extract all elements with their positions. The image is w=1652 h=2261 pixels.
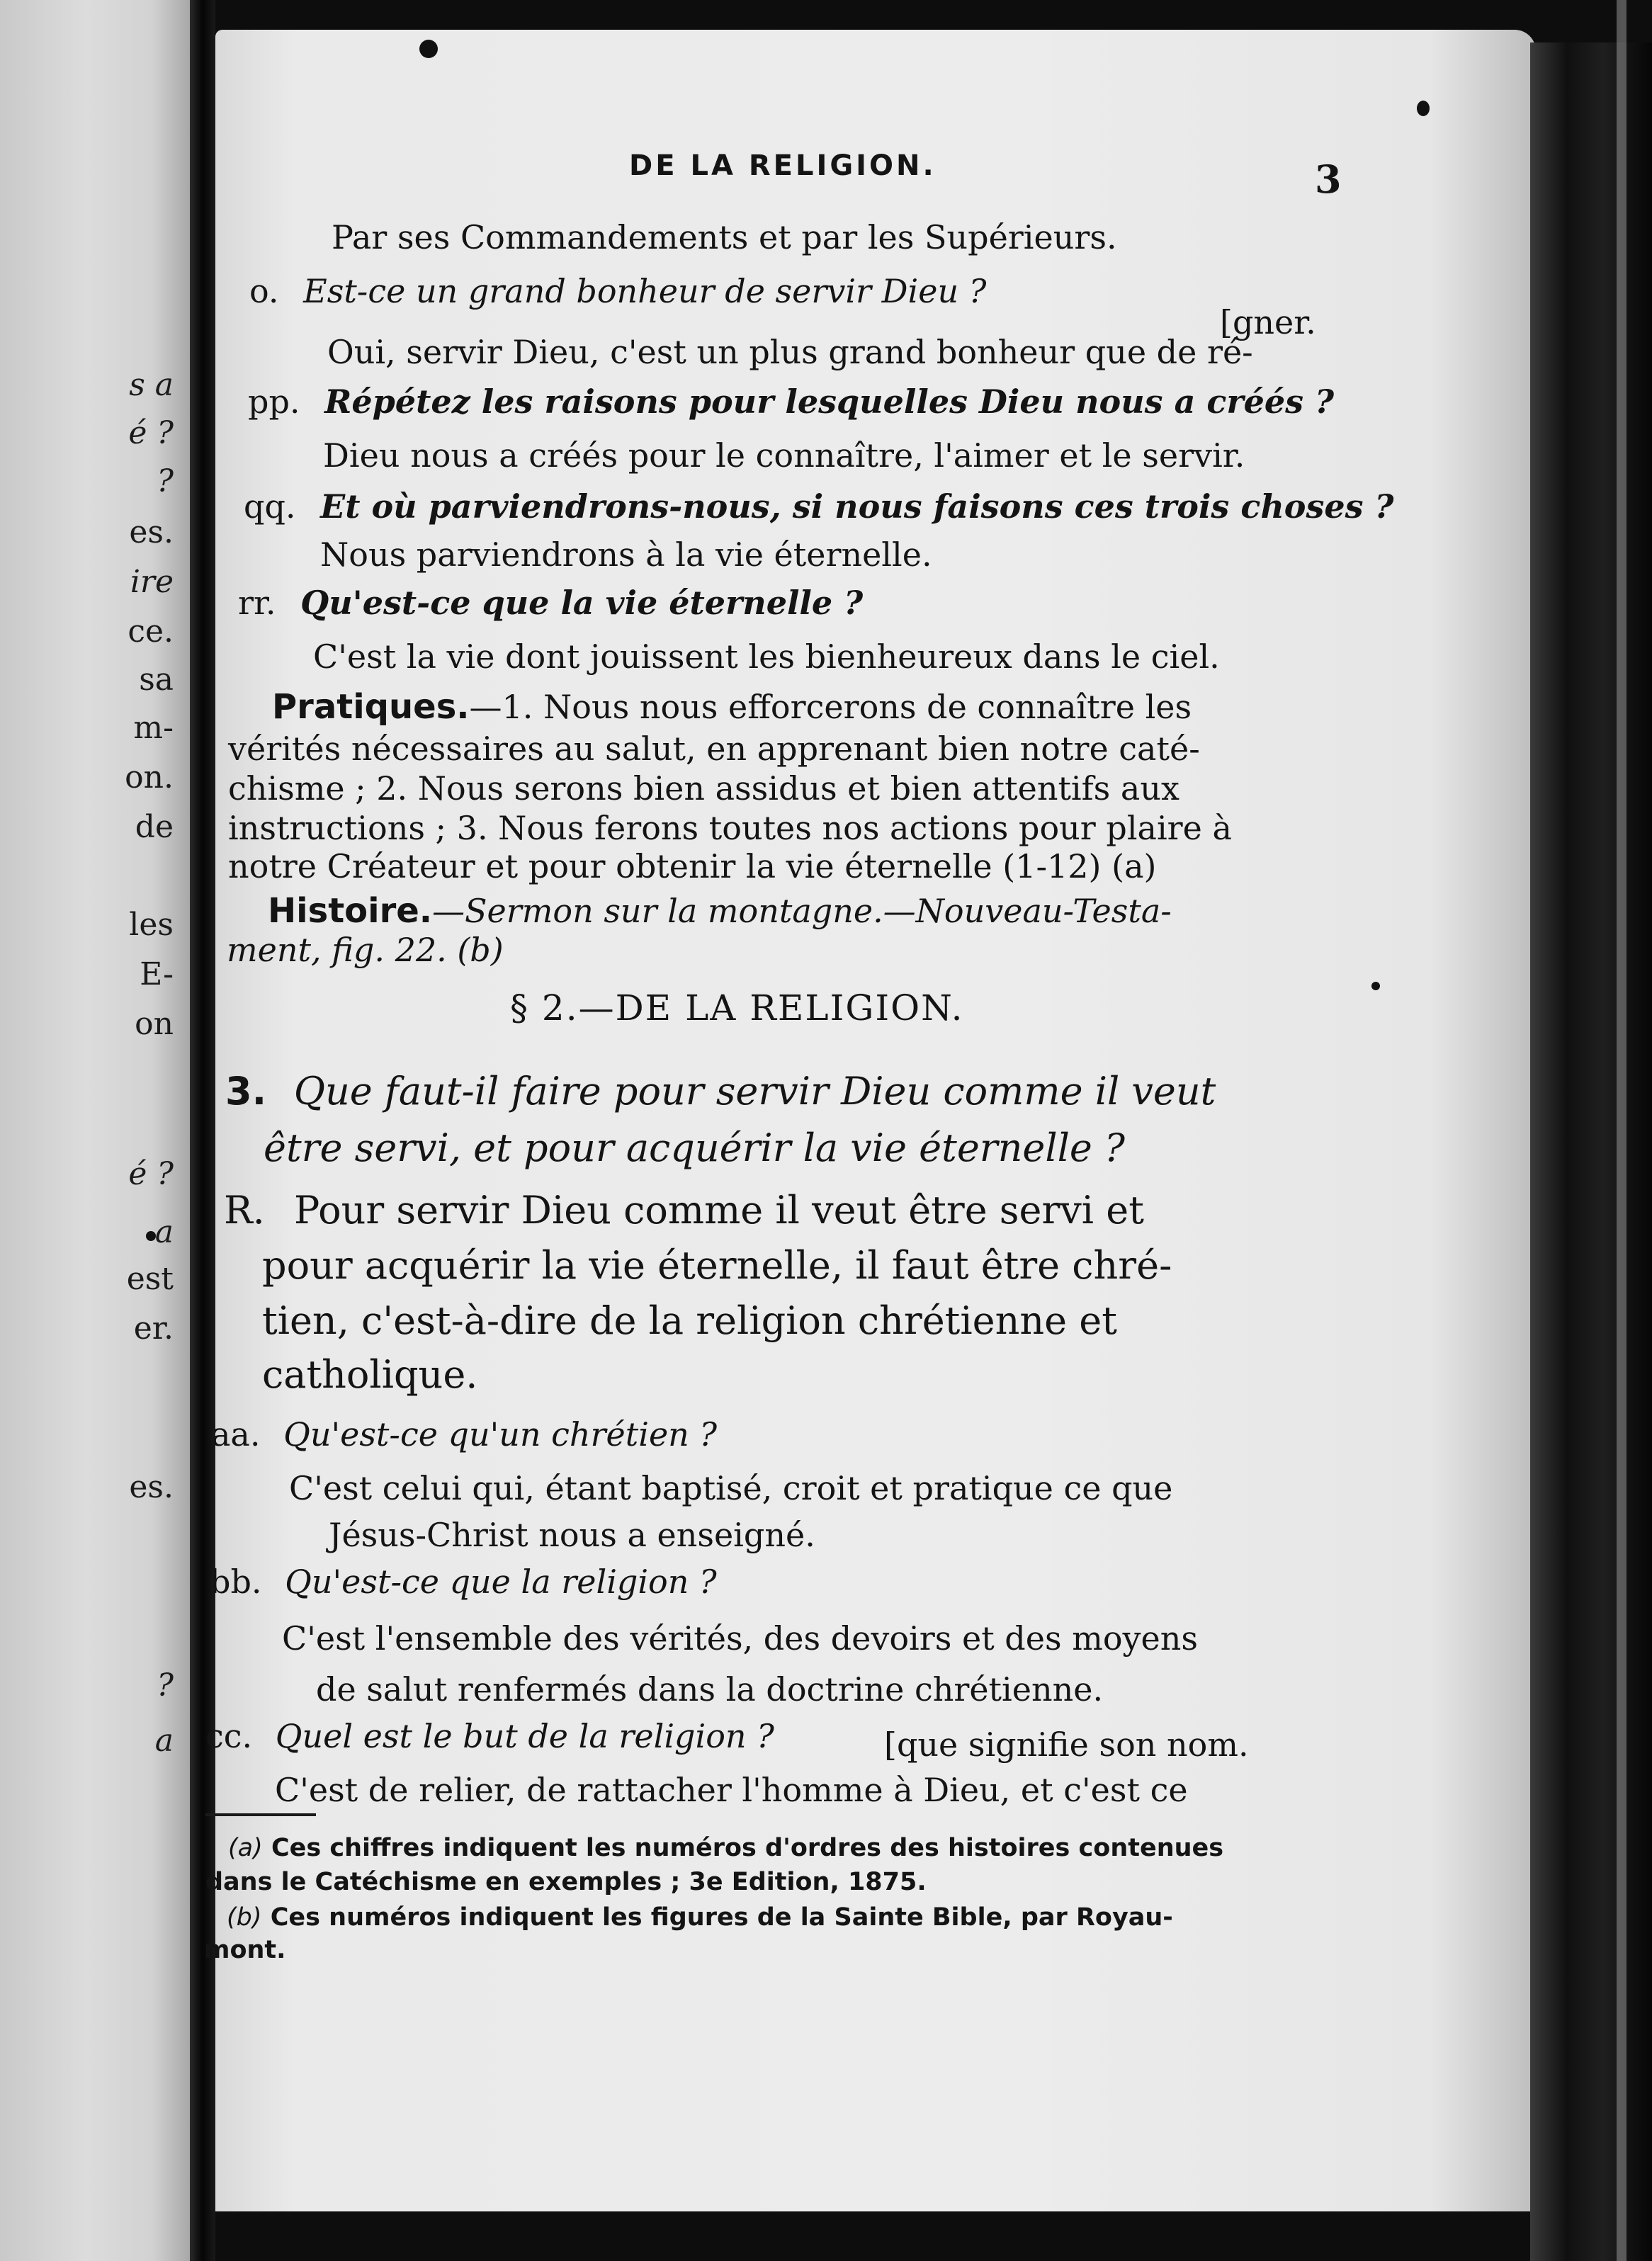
main-answer-line <box>224 1188 1144 1232</box>
text-line: vérités nécessaires au salut, en apprenant bien notre caté- <box>228 730 1200 768</box>
left-fragment: les <box>129 907 174 943</box>
left-fragment: m- <box>133 710 174 746</box>
question-number: 3. <box>225 1069 267 1114</box>
question-text: Qu'est-ce que la vie éternelle ? <box>300 584 864 622</box>
left-fragment: es. <box>129 1469 174 1505</box>
answer-line: Oui, servir Dieu, c'est un plus grand bonheur que de ré- <box>327 333 1253 371</box>
question-label: aa. <box>211 1415 261 1454</box>
question-label: cc. <box>205 1717 253 1755</box>
left-fragment: ce. <box>128 613 174 650</box>
sub-question-line <box>210 1563 717 1601</box>
book-gutter <box>190 0 215 2261</box>
section-title: § 2.—DE LA RELIGION. <box>510 987 964 1028</box>
sub-answer-line: C'est de relier, de rattacher l'homme à Dieu, et c'est ce <box>275 1771 1188 1809</box>
left-fragment: es. <box>129 514 174 550</box>
main-question-line: être servi, et pour acquérir la vie éternelle ? <box>264 1126 1125 1170</box>
hyphen-tail: [gner. <box>1220 303 1316 341</box>
text-line: notre Créateur et pour obtenir la vie éternelle (1-12) (a) <box>228 847 1157 885</box>
question-text: Qu'est-ce qu'un chrétien ? <box>283 1415 718 1454</box>
hyphen-tail: [que signifie son nom. <box>884 1726 1249 1764</box>
footnote-text: Ces chiffres indiquent les numéros d'ordres des histoires contenues <box>271 1834 1224 1862</box>
sub-answer-line: de salut renfermés dans la doctrine chrétienne. <box>316 1670 1104 1708</box>
text-line: ment, fig. 22. (b) <box>227 931 504 969</box>
left-fragment: est <box>126 1261 174 1297</box>
left-fragment: ? <box>157 1667 174 1704</box>
text-line: Par ses Commandements et par les Supérieurs. <box>332 218 1117 256</box>
answer-line: Dieu nous a créés pour le connaître, l'aimer et le servir. <box>323 436 1245 475</box>
question-line <box>248 382 1335 421</box>
left-fragment: ire <box>130 564 174 600</box>
left-fragment: on <box>135 1006 174 1042</box>
question-line <box>238 584 864 622</box>
question-line <box>244 487 1394 526</box>
left-fragment: é ? <box>128 415 174 451</box>
footnote-line: dans le Catéchisme en exemples ; 3e Edition, 1875. <box>205 1868 927 1896</box>
history-heading: Histoire. <box>268 891 433 931</box>
footnote-line <box>228 1836 1223 1861</box>
footnote-mark: (b) <box>227 1903 262 1932</box>
question-text: Que faut-il faire pour servir Dieu comme il veut <box>293 1069 1216 1114</box>
main-answer-line: tien, c'est-à-dire de la religion chrétienne et <box>262 1298 1117 1343</box>
sub-question-line <box>205 1717 774 1755</box>
question-text: Qu'est-ce que la religion ? <box>285 1563 717 1601</box>
ink-speck <box>1371 982 1380 990</box>
sub-answer-line: C'est l'ensemble des vérités, des devoirs et des moyens <box>282 1619 1198 1658</box>
left-fragment: de <box>135 809 174 845</box>
main-answer-line: pour acquérir la vie éternelle, il faut être chré- <box>262 1243 1172 1288</box>
history-text: —Sermon sur la montagne.—Nouveau-Testa- <box>432 892 1172 930</box>
page-number: 3 <box>1315 157 1342 202</box>
left-fragment: s a <box>129 367 174 403</box>
answer-label: R. <box>224 1188 265 1232</box>
scan-edge <box>1617 0 1626 2261</box>
practice-line <box>272 687 1192 727</box>
history-line <box>268 891 1172 931</box>
question-label: rr. <box>238 584 276 622</box>
question-label: qq. <box>244 487 296 526</box>
question-text: Quel est le but de la religion ? <box>275 1717 774 1755</box>
text-line: instructions ; 3. Nous ferons toutes nos actions pour plaire à <box>228 809 1232 847</box>
text-line: chisme ; 2. Nous serons bien assidus et bien attentifs aux <box>228 769 1179 808</box>
footnote-rule <box>205 1813 316 1816</box>
answer-line: Nous parviendrons à la vie éternelle. <box>320 536 932 574</box>
ink-speck <box>419 40 438 58</box>
left-fragment: sa <box>139 662 174 698</box>
book-edge <box>1530 42 1652 2261</box>
practice-heading: Pratiques. <box>272 687 470 727</box>
main-question-line <box>225 1069 1216 1114</box>
main-answer-line: catholique. <box>262 1352 478 1397</box>
practice-text: —1. Nous nous efforcerons de connaître les <box>469 688 1192 726</box>
left-fragment: ? <box>157 463 174 499</box>
footnote-text: Ces numéros indiquent les figures de la Sainte Bible, par Royau- <box>270 1903 1173 1932</box>
answer-line: C'est la vie dont jouissent les bienheureux dans le ciel. <box>313 638 1220 676</box>
question-line <box>249 272 987 310</box>
ink-speck <box>1417 101 1430 116</box>
left-fragment: on. <box>125 759 174 795</box>
footnote-line: mont. <box>204 1936 286 1964</box>
sub-answer-line: Jésus-Christ nous a enseigné. <box>329 1516 815 1554</box>
left-fragment: a <box>154 1214 174 1250</box>
left-fragment: E- <box>140 956 174 992</box>
footnote-line <box>227 1905 1173 1930</box>
question-label: pp. <box>248 382 300 421</box>
question-text: Répétez les raisons pour lesquelles Dieu nous a créés ? <box>324 382 1335 421</box>
running-head: DE LA RELIGION. <box>629 149 937 182</box>
left-fragment: er. <box>133 1310 174 1347</box>
sub-answer-line: C'est celui qui, étant baptisé, croit et pratique ce que <box>289 1469 1173 1507</box>
question-text: Est-ce un grand bonheur de servir Dieu ? <box>303 272 987 310</box>
question-label: bb. <box>210 1563 262 1601</box>
sub-question-line <box>211 1415 718 1454</box>
footnote-mark: (a) <box>228 1834 263 1862</box>
question-text: Et où parviendrons-nous, si nous faisons ces trois choses ? <box>320 487 1394 526</box>
left-fragment: a <box>154 1723 174 1759</box>
left-fragment: é ? <box>128 1156 174 1192</box>
answer-text: Pour servir Dieu comme il veut être servi et <box>294 1188 1144 1232</box>
question-label: o. <box>249 272 279 310</box>
left-page <box>0 0 190 2261</box>
